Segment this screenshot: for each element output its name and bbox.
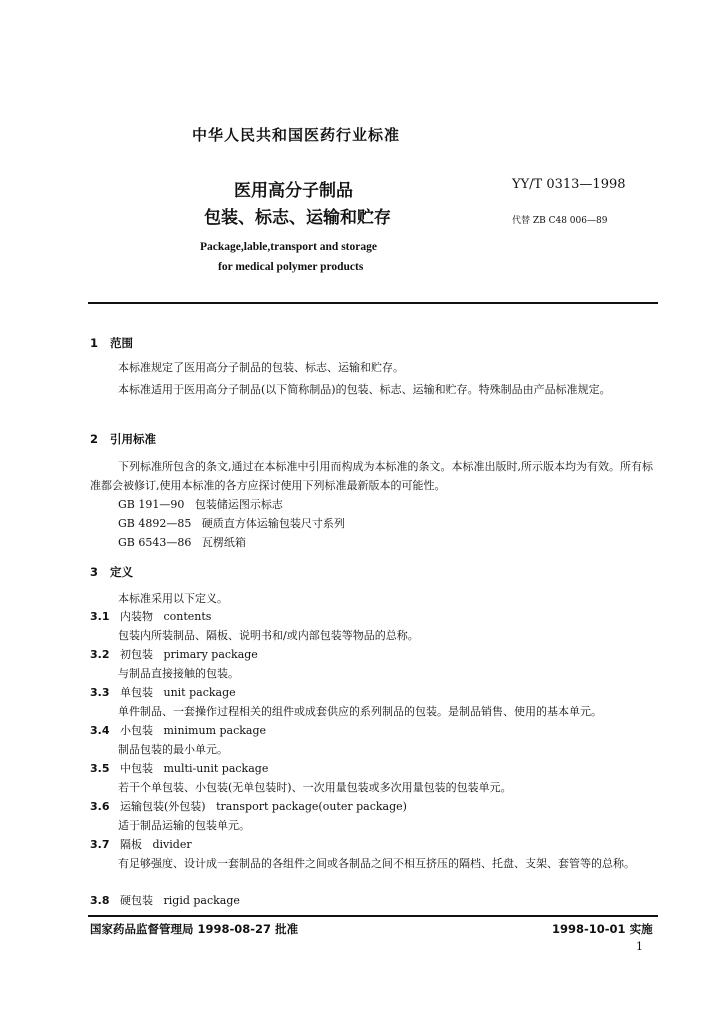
definition-term-en: minimum package <box>163 724 267 737</box>
definition-term-row <box>90 609 211 625</box>
definition-term: 中包装 <box>120 762 153 775</box>
definition-description: 制品包装的最小单元。 <box>118 743 228 756</box>
approval-issuer: 国家药品监督管理局 1998-08-27 批准 <box>90 922 299 936</box>
definition-number: 3.3 <box>90 686 110 699</box>
definition-number: 3.5 <box>90 762 110 775</box>
definition-term: 单包装 <box>120 686 153 699</box>
definition-description: 包装内所装制品、隔板、说明书和/或内部包装等物品的总称。 <box>118 629 419 642</box>
reference-code: GB 191—90 <box>118 498 185 511</box>
definition-number: 3.8 <box>90 894 110 907</box>
standard-number: YY/T 0313—1998 <box>512 177 626 192</box>
reference-code: GB 4892—85 <box>118 517 192 530</box>
definition-term: 运输包装(外包装) <box>120 800 206 813</box>
definition-description: 若干个单包装、小包装(无单包装时)、一次用量包装或多次用量包装的包装单元。 <box>118 781 512 794</box>
reference-name: 包装储运图示标志 <box>194 498 283 511</box>
reference-name: 瓦楞纸箱 <box>201 536 246 549</box>
reference-name: 硬质直方体运输包装尺寸系列 <box>201 517 345 530</box>
definition-term: 小包装 <box>120 724 153 737</box>
definition-term-en: multi-unit package <box>163 762 269 775</box>
definition-term-row <box>90 723 266 739</box>
industry-standard-heading: 中华人民共和国医药行业标准 <box>192 126 401 144</box>
header-divider <box>88 302 658 304</box>
definition-term-en: unit package <box>163 686 236 699</box>
effective-date: 1998-10-01 实施 <box>552 922 653 936</box>
section-number: 1 <box>90 336 99 350</box>
reference-code: GB 6543—86 <box>118 536 192 549</box>
page-number: 1 <box>636 940 643 953</box>
reference-standard <box>118 535 246 551</box>
document-title-line2: 包装、标志、运输和贮存 <box>204 208 391 228</box>
definition-term-row <box>90 893 240 909</box>
definition-description: 单件制品、一套操作过程相关的组件或成套供应的系列制品的包装。是制品销售、使用的基本单元。 <box>118 705 602 718</box>
replaces-standard: 代替 ZB C48 006—89 <box>512 216 608 226</box>
definition-description: 适于制品运输的包装单元。 <box>118 819 250 832</box>
section-1-heading <box>90 335 133 351</box>
definition-number: 3.7 <box>90 838 110 851</box>
section-2-paragraph-1: 下列标准所包含的条文,通过在本标准中引用而构成为本标准的条文。本标准出版时,所示版本均为有效。所有标准都会被修订,使用本标准的各方应探讨使用下列标准最新版本的可能性。 <box>90 460 653 492</box>
section-number: 3 <box>90 565 99 579</box>
definition-term-en: contents <box>163 610 212 623</box>
section-title: 定义 <box>110 565 134 579</box>
reference-standard <box>118 516 345 532</box>
reference-standard <box>118 497 283 513</box>
definition-term-row <box>90 647 258 663</box>
section-number: 2 <box>90 432 99 446</box>
definition-term-en: primary package <box>163 648 258 661</box>
section-2-heading <box>90 431 156 447</box>
english-title-line1: Package,lable,transport and storage <box>200 241 377 253</box>
definition-term-en: transport package(outer package) <box>216 800 407 813</box>
section-3-heading <box>90 564 133 580</box>
definition-term: 隔板 <box>120 838 142 851</box>
definition-description: 有足够强度、设计成一套制品的各组件之间或各制品之间不相互挤压的隔档、托盘、支架、套管等的总称。 <box>118 857 635 870</box>
definition-term-en: rigid package <box>163 894 240 907</box>
definition-number: 3.4 <box>90 724 110 737</box>
definition-number: 3.2 <box>90 648 110 661</box>
definition-term-en: divider <box>152 838 192 851</box>
definition-number: 3.6 <box>90 800 110 813</box>
definition-term-row <box>90 761 268 777</box>
section-title: 引用标准 <box>110 432 157 446</box>
document-title-line1: 医用高分子制品 <box>234 181 353 201</box>
section-3-intro: 本标准采用以下定义。 <box>118 592 228 605</box>
definition-number: 3.1 <box>90 610 110 623</box>
definition-term-row <box>90 685 236 701</box>
english-title-line2: for medical polymer products <box>218 261 364 273</box>
section-1-paragraph-1: 本标准规定了医用高分子制品的包装、标志、运输和贮存。 <box>118 361 404 374</box>
definition-term-row <box>90 799 407 815</box>
section-title: 范围 <box>110 336 134 350</box>
definition-description: 与制品直接接触的包装。 <box>118 667 239 680</box>
section-1-paragraph-2: 本标准适用于医用高分子制品(以下简称制品)的包装、标志、运输和贮存。特殊制品由产品标准规定。 <box>118 383 611 396</box>
definition-term: 内装物 <box>120 610 153 623</box>
definition-term: 初包装 <box>120 648 153 661</box>
footer-divider <box>88 915 658 917</box>
definition-term-row <box>90 837 192 853</box>
definition-term: 硬包装 <box>120 894 153 907</box>
